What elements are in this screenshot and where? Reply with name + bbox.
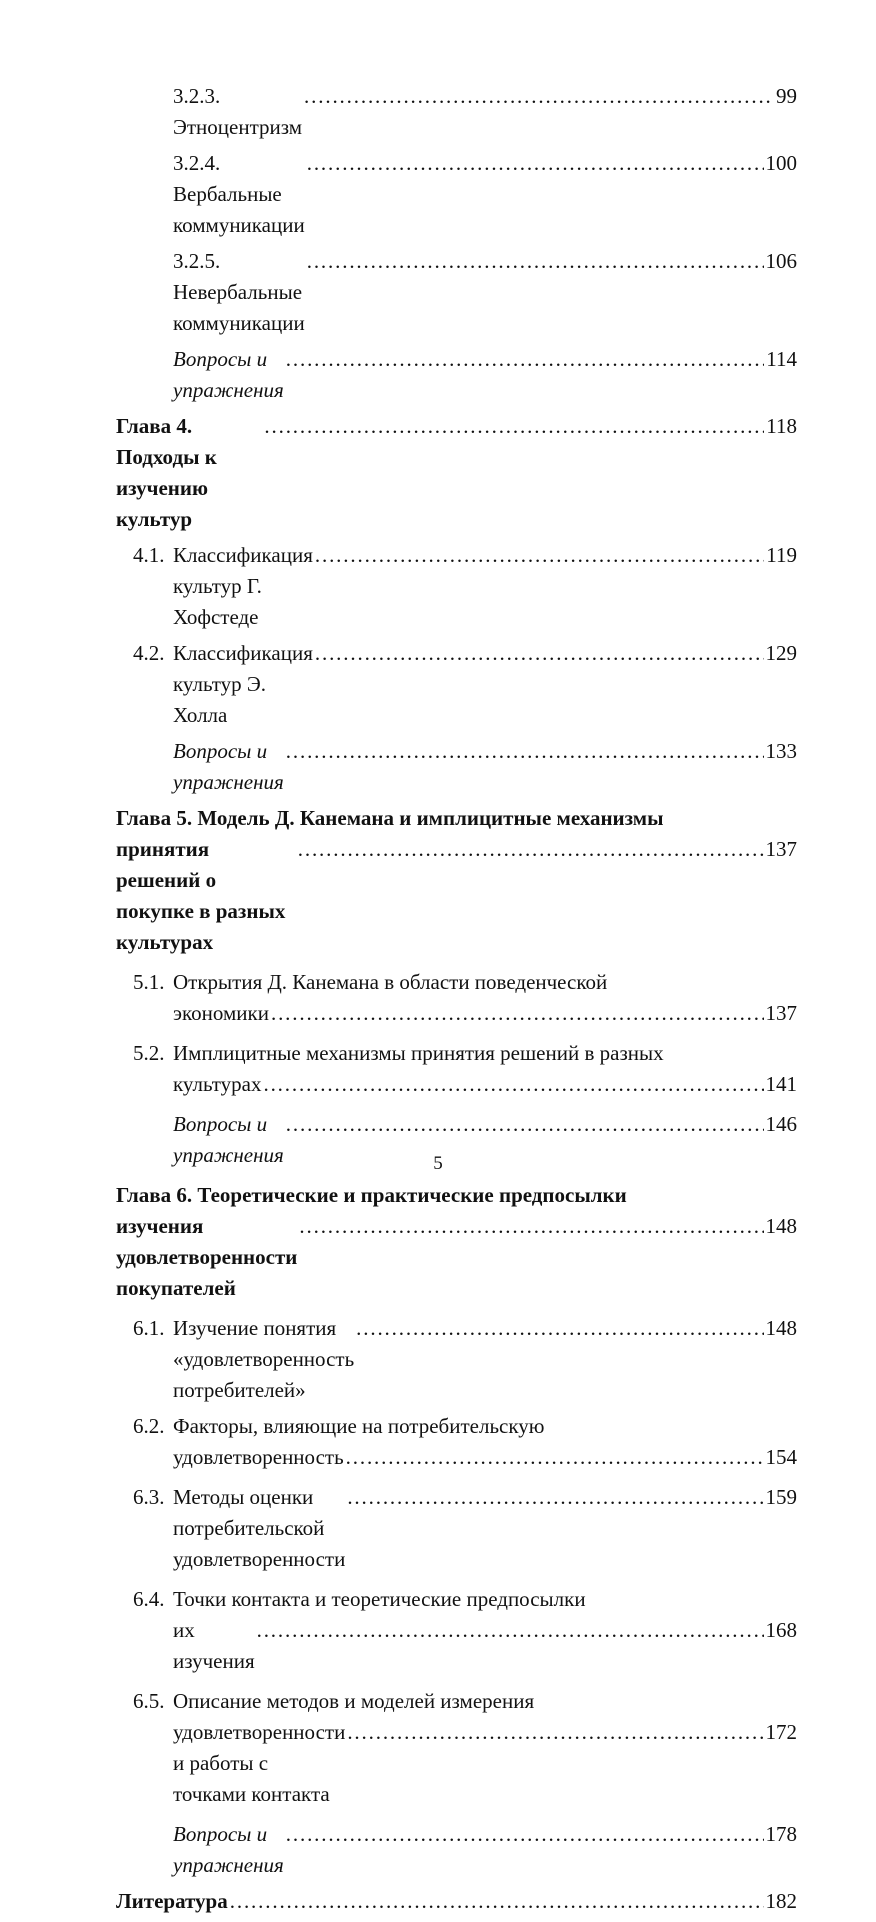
toc-entry-number: 4.1. <box>133 543 165 567</box>
dot-leader <box>307 148 764 179</box>
toc-entry-number: 6.3. <box>133 1485 165 1509</box>
toc-entry-page: 137 <box>765 837 797 861</box>
toc-entry-page: 114 <box>766 347 797 371</box>
toc-entry-title: Изучение понятия «удовлетворенность потребителей» <box>173 1316 355 1402</box>
toc-entry-page: 148 <box>765 1316 797 1340</box>
toc-entry-title: Методы оценки потребительской удовлетворенности <box>173 1485 346 1571</box>
dot-leader <box>307 246 764 277</box>
toc-entry-page: 172 <box>765 1720 797 1744</box>
toc-entry-title: экономики <box>173 1001 269 1025</box>
toc-entry-page: 182 <box>765 1889 797 1913</box>
toc-entry-page: 148 <box>765 1214 797 1238</box>
toc-entry-number: 5.2. <box>133 1041 165 1065</box>
toc-entry-title: Глава 4. Подходы к изучению культур <box>116 414 217 531</box>
toc-entry <box>0 1819 876 1881</box>
dot-leader <box>230 1886 764 1917</box>
toc-entry-page: 129 <box>765 641 797 665</box>
toc-entry <box>0 1411 876 1473</box>
toc-entry-page: 106 <box>765 249 797 273</box>
toc-entry-title: Глава 5. Модель Д. Канемана и имплицитные механизмы <box>116 806 664 830</box>
toc-entry <box>0 246 876 339</box>
toc-entry-title: Имплицитные механизмы принятия решений в разных <box>173 1041 664 1065</box>
toc-entry-title: 3.2.3. Этноцентризм <box>173 84 303 139</box>
toc-entry-title: 3.2.5. Невербальные коммуникации <box>173 249 305 335</box>
dot-leader <box>264 411 764 442</box>
toc-entry-title: Факторы, влияющие на потребительскую <box>173 1414 545 1438</box>
toc-entry-page: 118 <box>766 414 797 438</box>
toc-entry-title: Классификация культур Э. Холла <box>173 641 313 727</box>
toc-entry-number: 4.2. <box>133 641 165 665</box>
toc-entry-page: 141 <box>765 1072 797 1096</box>
toc-entry <box>0 411 876 535</box>
toc-entry <box>0 1180 876 1304</box>
toc-entry-number: 6.5. <box>133 1689 165 1713</box>
dot-leader <box>299 1211 763 1242</box>
toc-entry-title: Литература <box>116 1889 228 1913</box>
toc-entry-page: 159 <box>765 1485 797 1509</box>
toc-entry-page: 133 <box>765 739 797 763</box>
toc-entry-title: принятия решений о покупке в разных культурах <box>116 837 286 954</box>
toc-entry-title: Вопросы и упражнения <box>173 347 284 402</box>
toc-entry-title: изучения удовлетворенности покупателей <box>116 1214 298 1300</box>
toc-entry <box>0 1313 876 1406</box>
toc-entry-title: удовлетворенность <box>173 1445 344 1469</box>
toc-entry-number: 6.1. <box>133 1316 165 1340</box>
toc-entry <box>0 736 876 798</box>
toc-entry-page: 137 <box>765 1001 797 1025</box>
dot-leader <box>304 81 774 112</box>
dot-leader <box>286 736 764 767</box>
dot-leader <box>315 540 764 571</box>
toc-entry-page: 154 <box>765 1445 797 1469</box>
toc-entry-title: Точки контакта и теоретические предпосылки <box>173 1587 586 1611</box>
toc-entry-title: культурах <box>173 1072 262 1096</box>
toc-entry <box>0 1038 876 1100</box>
dot-leader <box>347 1717 763 1748</box>
toc-entry-title: Открытия Д. Канемана в области поведенческой <box>173 970 608 994</box>
toc-entry-number: 5.1. <box>133 970 165 994</box>
dot-leader <box>286 344 764 375</box>
dot-leader <box>315 638 764 669</box>
toc-entry <box>0 344 876 406</box>
toc-entry <box>0 148 876 241</box>
dot-leader <box>286 1819 764 1850</box>
toc-entry-page: 119 <box>766 543 797 567</box>
toc-entry-title: Вопросы и упражнения <box>173 739 284 794</box>
toc-entry-title: Вопросы и упражнения <box>173 1112 284 1167</box>
page-number: 5 <box>433 1153 443 1174</box>
toc-entry-title: удовлетворенности и работы с точками контакта <box>173 1720 346 1806</box>
toc-entry-title: Глава 6. Теоретические и практические предпосылки <box>116 1183 627 1207</box>
toc-entry <box>0 1686 876 1810</box>
toc-entry <box>0 803 876 958</box>
toc-entry-title: Описание методов и моделей измерения <box>173 1689 535 1713</box>
toc-entry-number: 6.2. <box>133 1414 165 1438</box>
table-of-contents <box>0 81 876 1922</box>
toc-entry-title: 3.2.4. Вербальные коммуникации <box>173 151 305 237</box>
toc-entry <box>0 1886 876 1917</box>
dot-leader <box>271 998 764 1029</box>
toc-entry-title: их изучения <box>173 1618 255 1673</box>
toc-entry <box>0 638 876 731</box>
toc-entry-page: 146 <box>765 1112 797 1136</box>
toc-entry-page: 100 <box>765 151 797 175</box>
dot-leader <box>257 1615 764 1646</box>
toc-entry-title: Классификация культур Г. Хофстеде <box>173 543 313 629</box>
dot-leader <box>346 1442 764 1473</box>
dot-leader <box>298 834 764 865</box>
dot-leader <box>356 1313 763 1344</box>
toc-entry <box>0 81 876 143</box>
toc-entry-number: 6.4. <box>133 1587 165 1611</box>
toc-entry <box>0 540 876 633</box>
toc-entry-page: 178 <box>765 1822 797 1846</box>
dot-leader <box>347 1482 763 1513</box>
toc-entry <box>0 967 876 1029</box>
toc-entry <box>0 1584 876 1677</box>
dot-leader <box>286 1109 764 1140</box>
toc-entry-page: 168 <box>765 1618 797 1642</box>
toc-entry-page: 99 <box>776 84 797 108</box>
toc-entry-title: Вопросы и упражнения <box>173 1822 284 1877</box>
dot-leader <box>263 1069 763 1100</box>
toc-entry <box>0 1482 876 1575</box>
